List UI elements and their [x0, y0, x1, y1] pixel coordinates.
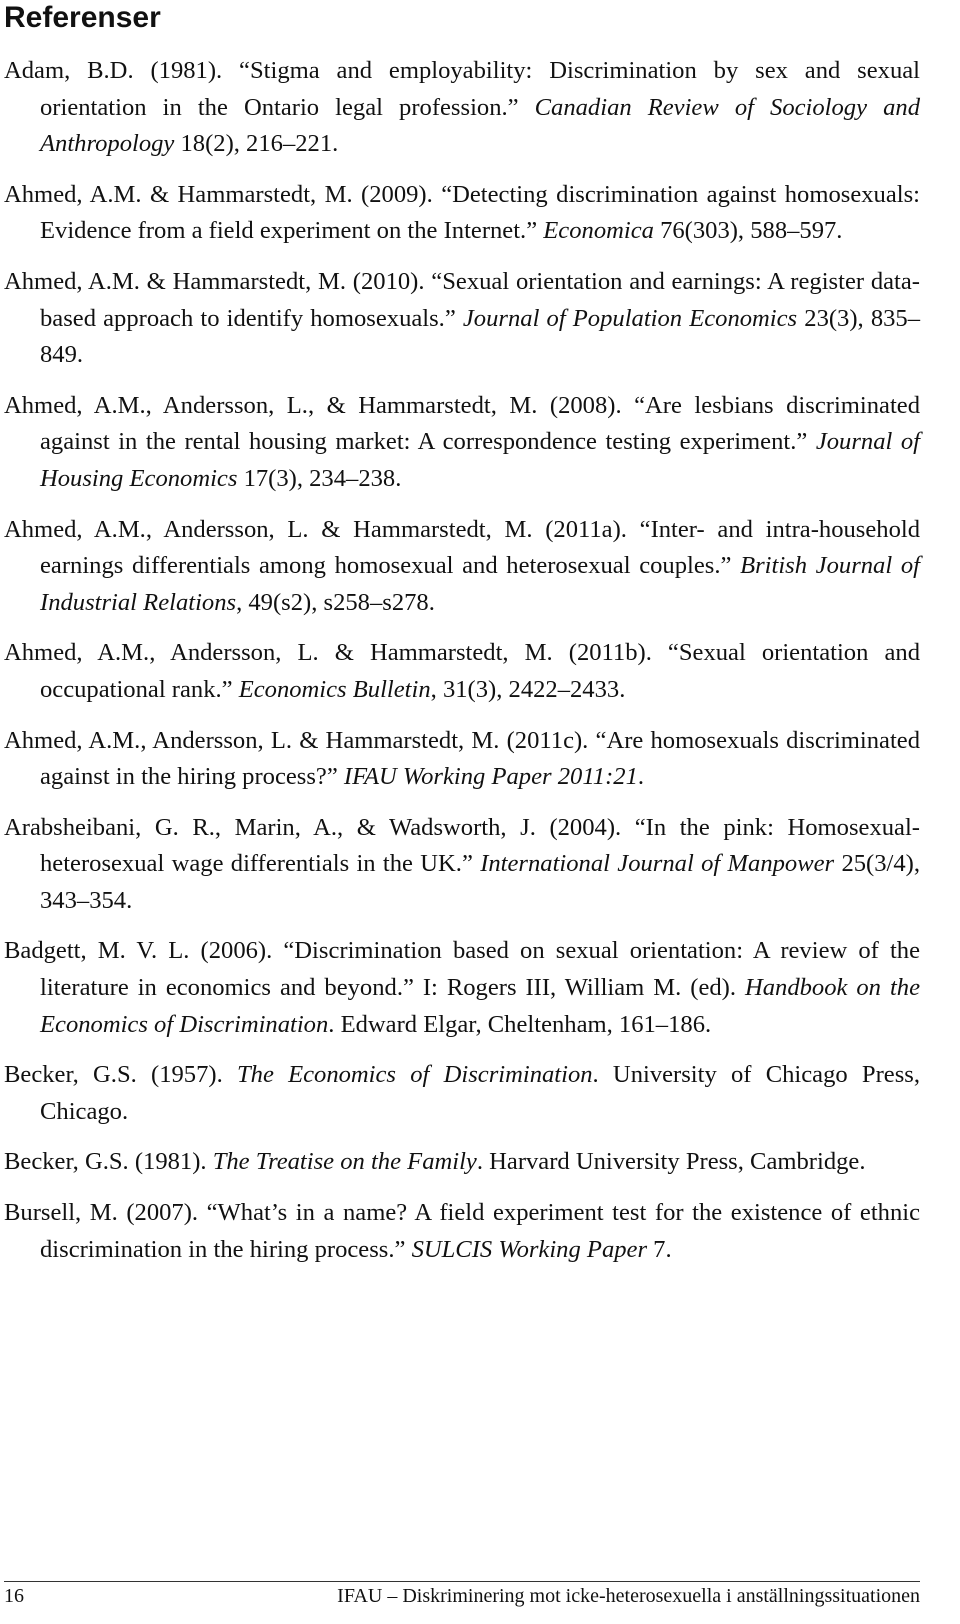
reference-entry	[4, 635, 920, 708]
reference-source: Journal of Population Economics	[462, 304, 798, 332]
reference-details: , 31(3), 2422–2433.	[430, 675, 626, 703]
reference-details: , 49(s2), s258–s278.	[236, 588, 435, 616]
reference-source: Economica	[543, 217, 654, 245]
reference-text: Ahmed, A.M., Andersson, L. & Hammarstedt, M. (2011c). “Are homosexuals discriminated against in the hiring process?”	[4, 726, 920, 791]
reference-text: Ahmed, A.M. & Hammarstedt, M. (2010). “Sexual orientation and earnings: A register data-based approach to identify homosexuals.”	[4, 267, 920, 332]
reference-details: . Edward Elgar, Cheltenham, 161–186.	[328, 1010, 712, 1038]
reference-details: 17(3), 234–238.	[237, 464, 402, 492]
reference-entry	[4, 1144, 920, 1181]
reference-details: .	[637, 763, 645, 791]
reference-entry	[4, 723, 920, 796]
reference-details: . Harvard University Press, Cambridge.	[476, 1148, 866, 1176]
reference-source: Economics Bulletin	[238, 675, 431, 703]
reference-source: The Economics of Discrimination	[236, 1061, 593, 1089]
reference-source: IFAU Working Paper 2011:21	[343, 763, 638, 791]
reference-entry	[4, 1195, 920, 1268]
reference-text: Ahmed, A.M. & Hammarstedt, M. (2009). “Detecting discrimination against homosexuals: Evidence from a field experiment on the Internet.”	[4, 180, 920, 245]
page-number: 16	[4, 1585, 24, 1607]
reference-text: Ahmed, A.M., Andersson, L. & Hammarstedt, M. (2011b). “Sexual orientation and occupational rank.”	[4, 639, 920, 703]
reference-details: 25(3/4), 343–354.	[40, 850, 920, 914]
reference-source: International Journal of Manpower	[480, 850, 835, 878]
reference-source: Journal of Housing Economics	[40, 428, 920, 492]
reference-source: British Journal of Industrial Relations	[40, 552, 920, 616]
reference-list	[4, 53, 920, 1268]
reference-text: Arabsheibani, G. R., Marin, A., & Wadsworth, J. (2004). “In the pink: Homosexual-heterosexual wage differentials in the UK.”	[4, 813, 920, 878]
reference-entry	[4, 1057, 920, 1130]
reference-details: 23(3), 835–849.	[40, 304, 921, 369]
reference-source: Canadian Review of Sociology and Anthropology	[40, 93, 920, 158]
footer-rule	[4, 1581, 920, 1582]
reference-entry	[4, 53, 920, 163]
reference-details: 7.	[647, 1235, 672, 1263]
reference-text: Becker, G.S. (1957).	[4, 1061, 237, 1089]
reference-details: 76(303), 588–597.	[653, 217, 843, 245]
running-title: IFAU – Diskriminering mot icke-heterosexuella i anställningssituationen	[337, 1585, 920, 1607]
reference-entry	[4, 177, 920, 250]
reference-text: Badgett, M. V. L. (2006). “Discrimination based on sexual orientation: A review of the literature in economics and beyond.” I: Rogers III, William M. (ed).	[4, 937, 920, 1002]
reference-text: Ahmed, A.M., Andersson, L. & Hammarstedt, M. (2011a). “Inter- and intra-household earnings differentials among homosexual and heterosexual couples.”	[4, 515, 920, 580]
reference-text: Becker, G.S. (1981).	[4, 1148, 213, 1176]
reference-text: Adam, B.D. (1981). “Stigma and employability: Discrimination by sex and sexual orientation in the Ontario legal profession.”	[4, 57, 920, 121]
reference-text: Bursell, M. (2007). “What’s in a name? A field experiment test for the existence of ethnic discrimination in the hiring process.”	[4, 1199, 920, 1263]
reference-entry	[4, 264, 920, 374]
reference-entry	[4, 512, 920, 622]
reference-source: Handbook on the Economics of Discrimination	[40, 974, 920, 1038]
reference-entry	[4, 388, 920, 498]
reference-source: SULCIS Working Paper	[411, 1235, 648, 1263]
reference-details: 18(2), 216–221.	[174, 130, 339, 158]
reference-entry	[4, 810, 920, 920]
reference-source: The Treatise on the Family	[212, 1148, 477, 1176]
section-heading: Referenser	[4, 1, 161, 34]
reference-details: . University of Chicago Press, Chicago.	[40, 1061, 920, 1125]
reference-entry	[4, 933, 920, 1043]
reference-text: Ahmed, A.M., Andersson, L., & Hammarstedt, M. (2008). “Are lesbians discriminated against in the rental housing market: A correspondence testing experiment.”	[4, 391, 920, 456]
